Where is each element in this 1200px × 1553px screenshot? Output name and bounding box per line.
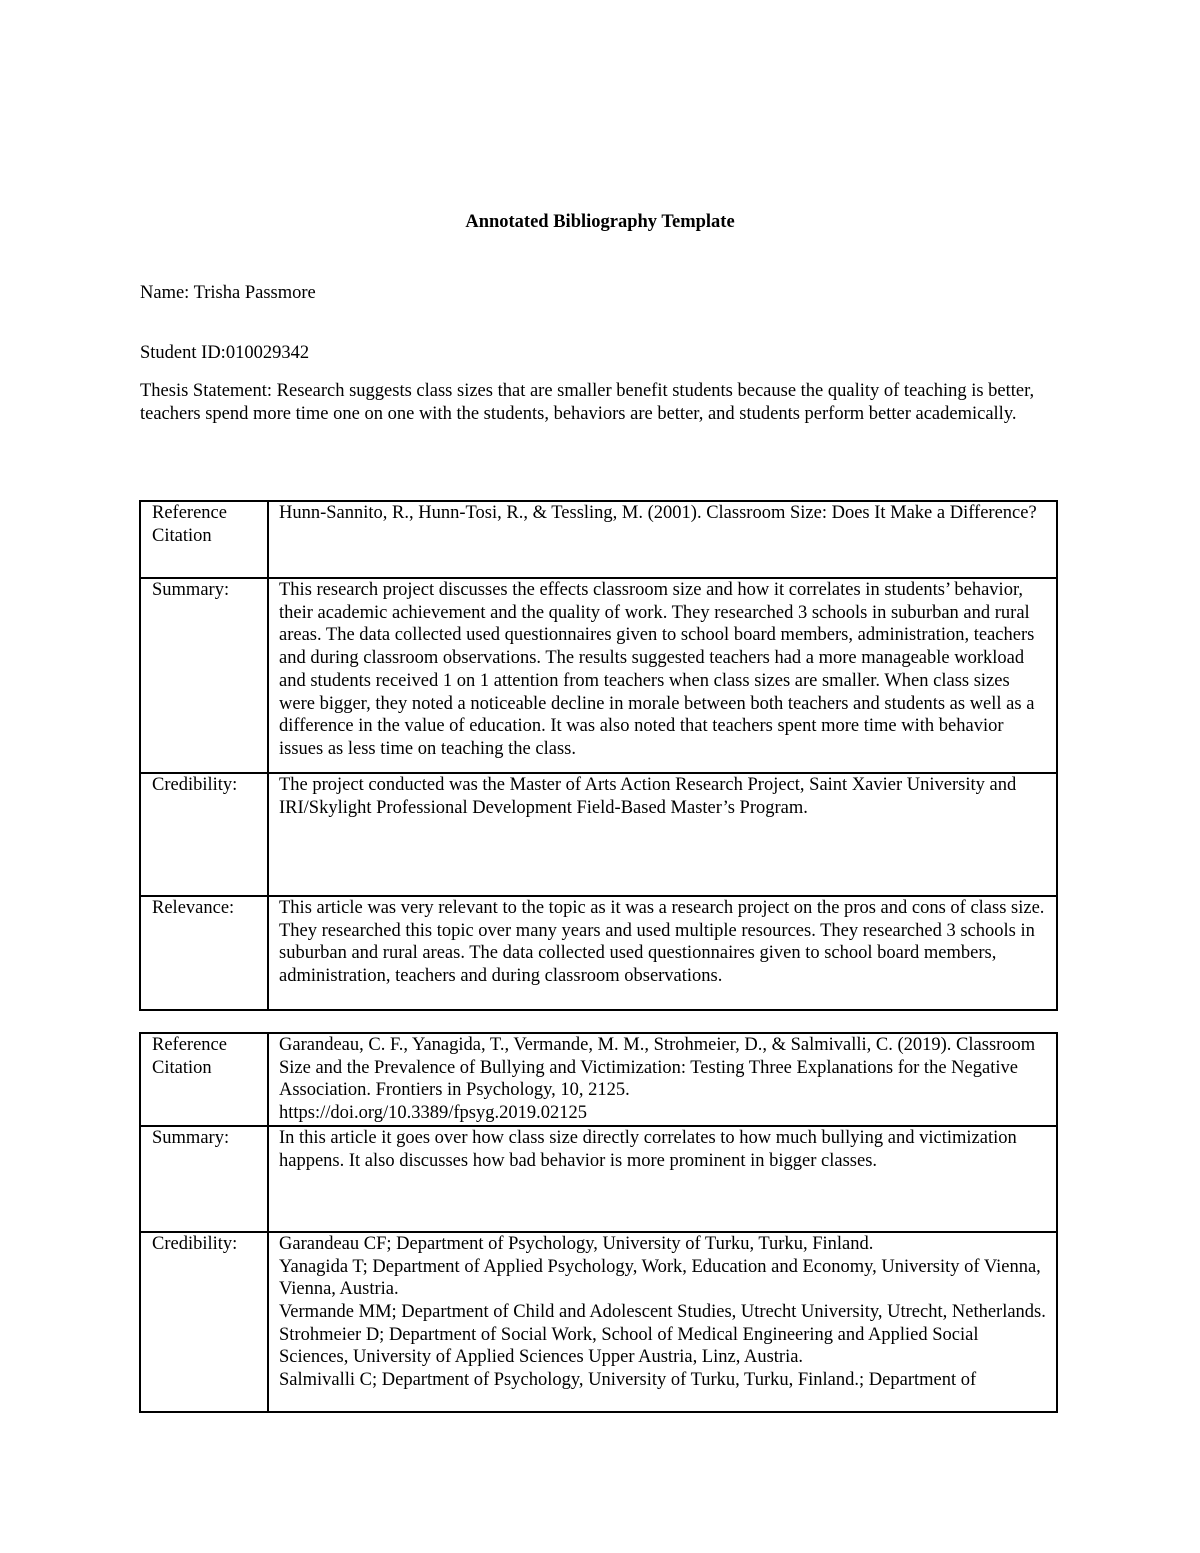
row-value bbox=[268, 1033, 1057, 1126]
affiliation-line: Yanagida T; Department of Applied Psychology, Work, Education and Economy, University of Vienna, Vienna, Austria. bbox=[279, 1256, 1041, 1300]
relevance-text: This article was very relevant to the topic as it was a research project on the pros and cons of class size. They researched this topic over many years and used multiple resources. They researched 3 schools in suburban and rural areas. The data collected used questionnaires given to school board members, administration, teachers and during classroom observations. bbox=[279, 898, 1045, 987]
table-row bbox=[140, 1126, 1057, 1232]
document-title: Annotated Bibliography Template bbox=[465, 212, 735, 232]
relevance-label: Relevance: bbox=[152, 898, 235, 918]
student-name: Name: Trisha Passmore bbox=[140, 283, 316, 303]
row-value bbox=[268, 578, 1057, 773]
row-label bbox=[140, 578, 268, 773]
row-label bbox=[140, 1033, 268, 1126]
student-id: Student ID:010029342 bbox=[140, 343, 310, 363]
doi-link[interactable]: https://doi.org/10.3389/fpsyg.2019.02125 bbox=[279, 1103, 588, 1124]
bibliography-table-1 bbox=[139, 500, 1058, 1011]
row-label bbox=[140, 773, 268, 896]
row-value bbox=[268, 773, 1057, 896]
summary-text: In this article it goes over how class size directly correlates to how much bullying and victimization happens. It also discusses how bad behavior is more prominent in bigger classes. bbox=[279, 1127, 1017, 1171]
summary-text: This research project discusses the effects classroom size and how it correlates in students’ behavior, their academic achievement and the quality of work. They researched 3 schools in suburban and rural areas. The data collected used questionnaires given to school board members, administration, teachers and during classroom observations. The results suggested teachers had a more manageable workload and students received 1 on 1 attention from teachers when class sizes are smaller. When class sizes were bigger, they noted a noticeable decline in morale between both teachers and students as well as a difference in the value of education. It was also noted that teachers spent more time with behavior issues as less time on teaching the class. bbox=[279, 580, 1035, 759]
row-value bbox=[268, 896, 1057, 1010]
reference-citation-label: Reference Citation bbox=[152, 1035, 227, 1078]
reference-citation-label: Reference Citation bbox=[152, 503, 227, 546]
affiliation-line: Salmivalli C; Department of Psychology, University of Turku, Turku, Finland.; Department of bbox=[279, 1370, 977, 1391]
affiliation-line: Vermande MM; Department of Child and Adolescent Studies, Utrecht University, Utrecht, Netherlands. bbox=[279, 1301, 1046, 1322]
author-affiliations bbox=[279, 1233, 1050, 1405]
row-value bbox=[268, 1232, 1057, 1412]
row-value bbox=[268, 501, 1057, 578]
table-row bbox=[140, 773, 1057, 896]
table-row bbox=[140, 578, 1057, 773]
row-label bbox=[140, 896, 268, 1010]
bibliography-table-2 bbox=[139, 1032, 1058, 1413]
credibility-label: Credibility: bbox=[152, 775, 238, 795]
reference-citation-text: Hunn-Sannito, R., Hunn-Tosi, R., & Tessling, M. (2001). Classroom Size: Does It Make a Difference? bbox=[279, 503, 1037, 523]
table-row bbox=[140, 1232, 1057, 1412]
row-label bbox=[140, 1232, 268, 1412]
table-row bbox=[140, 896, 1057, 1010]
credibility-label: Credibility: bbox=[152, 1233, 238, 1254]
table-row bbox=[140, 501, 1057, 578]
credibility-text: The project conducted was the Master of Arts Action Research Project, Saint Xavier University and IRI/Skylight Professional Development Field-Based Master’s Program. bbox=[279, 775, 1017, 818]
row-value bbox=[268, 1126, 1057, 1232]
affiliation-line: Garandeau CF; Department of Psychology, University of Turku, Turku, Finland. bbox=[279, 1233, 874, 1254]
row-label bbox=[140, 501, 268, 578]
row-label bbox=[140, 1126, 268, 1232]
summary-label: Summary: bbox=[152, 580, 230, 600]
summary-label: Summary: bbox=[152, 1127, 230, 1148]
table-row bbox=[140, 1033, 1057, 1126]
reference-citation-text: Garandeau, C. F., Yanagida, T., Vermande, M. M., Strohmeier, D., & Salmivalli, C. (2019). Classroom Size and the Prevalence of Bullying and Victimization: Testing Three Explanations for the Negative Association. Frontiers in Psychology, 10, 2125. bbox=[279, 1035, 1036, 1101]
thesis-statement: Thesis Statement: Research suggests class sizes that are smaller benefit students because the quality of teaching is better, teachers spend more time one on one with the students, behaviors are better, and students perform better academically. bbox=[140, 381, 1035, 424]
affiliation-line: Strohmeier D; Department of Social Work, School of Medical Engineering and Applied Social Sciences, University of Applied Sciences Upper Austria, Linz, Austria. bbox=[279, 1324, 979, 1368]
